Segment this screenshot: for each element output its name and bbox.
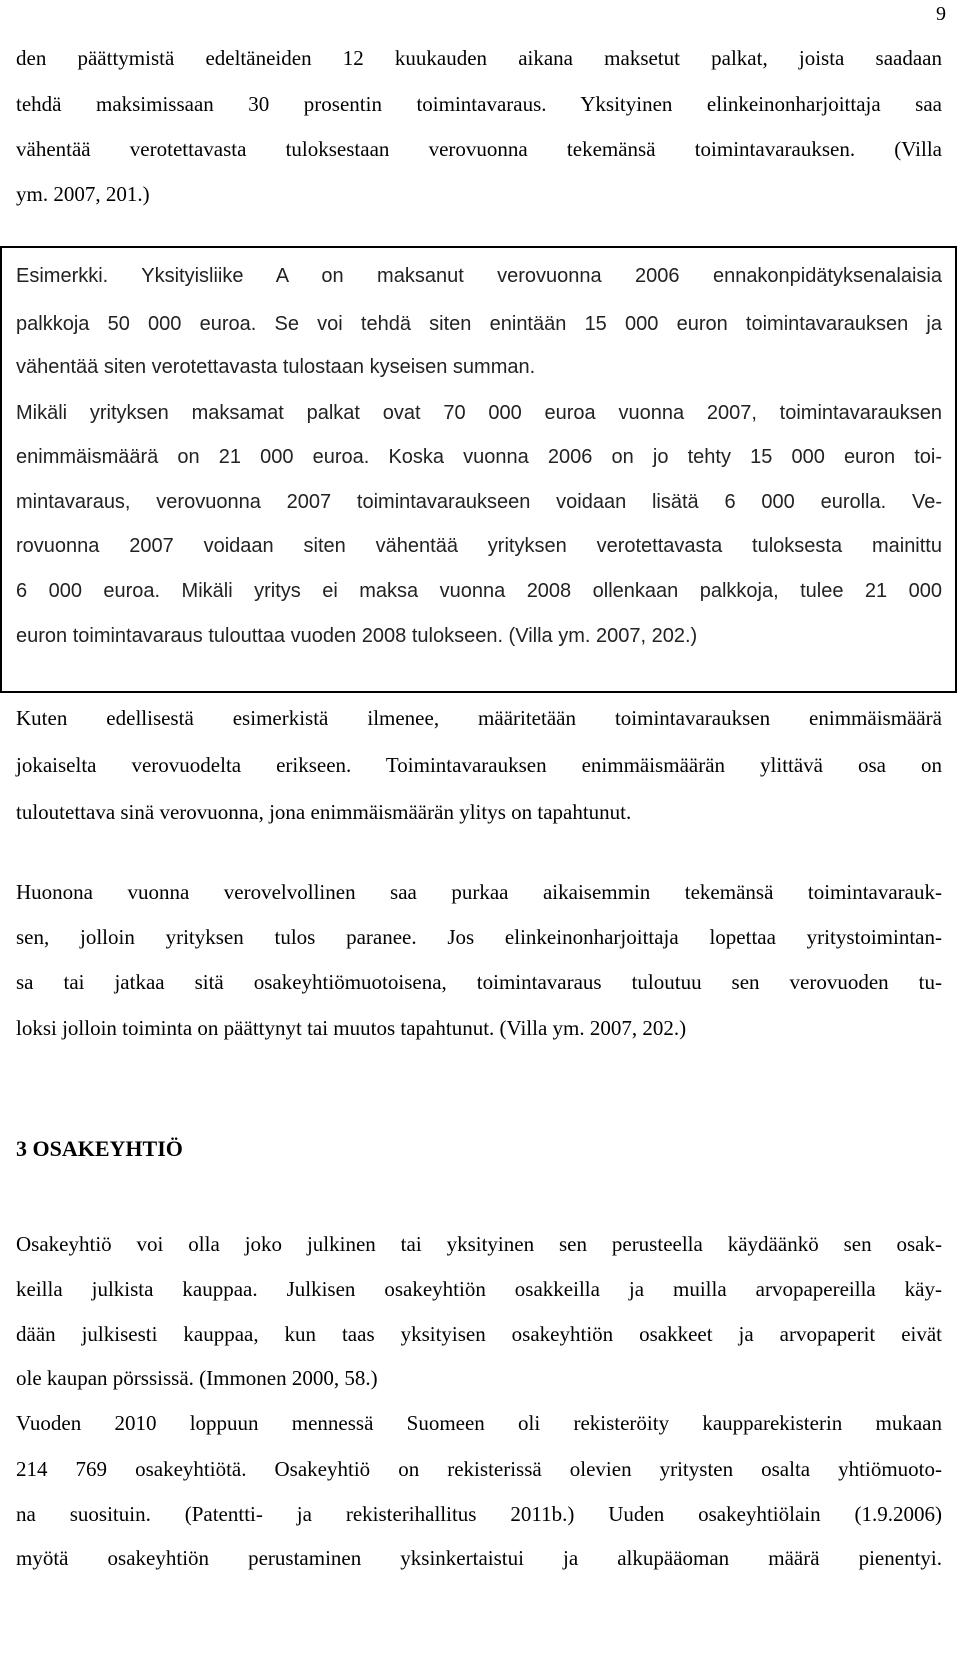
text-line: vähentää siten verotettavasta tulostaan kyseisen summan. xyxy=(16,356,536,378)
text-line: den päättymistä edeltäneiden 12 kuukauden aikana maksetut palkat, joista saadaan xyxy=(16,46,942,70)
text-line: Osakeyhtiö voi olla joko julkinen tai yksityinen sen perusteella käydäänkö sen osak- xyxy=(16,1232,942,1256)
text-line: tehdä maksimissaan 30 prosentin toimintavaraus. Yksityinen elinkeinonharjoittaja saa xyxy=(16,92,942,116)
text-line: mintavaraus, verovuonna 2007 toimintavaraukseen voidaan lisätä 6 000 eurolla. Ve- xyxy=(16,491,942,513)
text-line: enimmäismäärä on 21 000 euroa. Koska vuonna 2006 on jo tehty 15 000 euron toi- xyxy=(16,446,942,468)
text-line: rovuonna 2007 voidaan siten vähentää yrityksen verotettavasta tuloksesta mainittu xyxy=(16,535,942,557)
text-line: sen, jolloin yrityksen tulos paranee. Jos elinkeinonharjoittaja lopettaa yritystoimintan- xyxy=(16,925,942,949)
text-line: 6 000 euroa. Mikäli yritys ei maksa vuonna 2008 ollenkaan palkkoja, tulee 21 000 xyxy=(16,580,942,602)
text-line: na suosituin. (Patentti- ja rekisterihallitus 2011b.) Uuden osakeyhtiölain (1.9.2006) xyxy=(16,1502,942,1526)
page-number: 9 xyxy=(936,3,946,25)
text-line: tuloutettava sinä verovuonna, jona enimmäismäärän ylitys on tapahtunut. xyxy=(16,800,632,824)
section-heading: 3 OSAKEYHTIÖ xyxy=(16,1136,183,1161)
text-line: loksi jolloin toiminta on päättynyt tai muutos tapahtunut. (Villa ym. 2007, 202.) xyxy=(16,1016,687,1040)
text-line: Esimerkki. Yksityisliike A on maksanut verovuonna 2006 ennakonpidätyksenalaisia xyxy=(16,265,942,287)
text-line: euron toimintavaraus tulouttaa vuoden 2008 tulokseen. (Villa ym. 2007, 202.) xyxy=(16,625,698,647)
text-line: Vuoden 2010 loppuun mennessä Suomeen oli rekisteröity kaupparekisterin mukaan xyxy=(16,1411,942,1435)
text-line: 214 769 osakeyhtiötä. Osakeyhtiö on rekisterissä olevien yritysten osalta yhtiömuoto- xyxy=(16,1457,942,1481)
text-line: vähentää verotettavasta tuloksestaan verovuonna tekemänsä toimintavarauksen. (Villa xyxy=(16,137,942,161)
text-line: myötä osakeyhtiön perustaminen yksinkertaistui ja alkupääoman määrä pienentyi. xyxy=(16,1546,942,1570)
text-line: Huonona vuonna verovelvollinen saa purkaa aikaisemmin tekemänsä toimintavarauk- xyxy=(16,880,942,904)
text-line: ym. 2007, 201.) xyxy=(16,182,150,206)
text-line: Kuten edellisestä esimerkistä ilmenee, määritetään toimintavarauksen enimmäismäärä xyxy=(16,706,942,730)
text-line: jokaiselta verovuodelta erikseen. Toimintavarauksen enimmäismäärän ylittävä osa on xyxy=(16,753,942,777)
text-line: ole kaupan pörssissä. (Immonen 2000, 58.) xyxy=(16,1366,378,1390)
text-line: dään julkisesti kauppaa, kun taas yksityisen osakeyhtiön osakkeet ja arvopaperit eivät xyxy=(16,1322,942,1346)
text-line: palkkoja 50 000 euroa. Se voi tehdä siten enintään 15 000 euron toimintavarauksen ja xyxy=(16,313,942,335)
text-line: Mikäli yrityksen maksamat palkat ovat 70 000 euroa vuonna 2007, toimintavarauksen xyxy=(16,402,942,424)
text-line: sa tai jatkaa sitä osakeyhtiömuotoisena, toimintavaraus tuloutuu sen verovuoden tu- xyxy=(16,970,942,994)
text-line: keilla julkista kauppaa. Julkisen osakeyhtiön osakkeilla ja muilla arvopapereilla käy- xyxy=(16,1277,942,1301)
